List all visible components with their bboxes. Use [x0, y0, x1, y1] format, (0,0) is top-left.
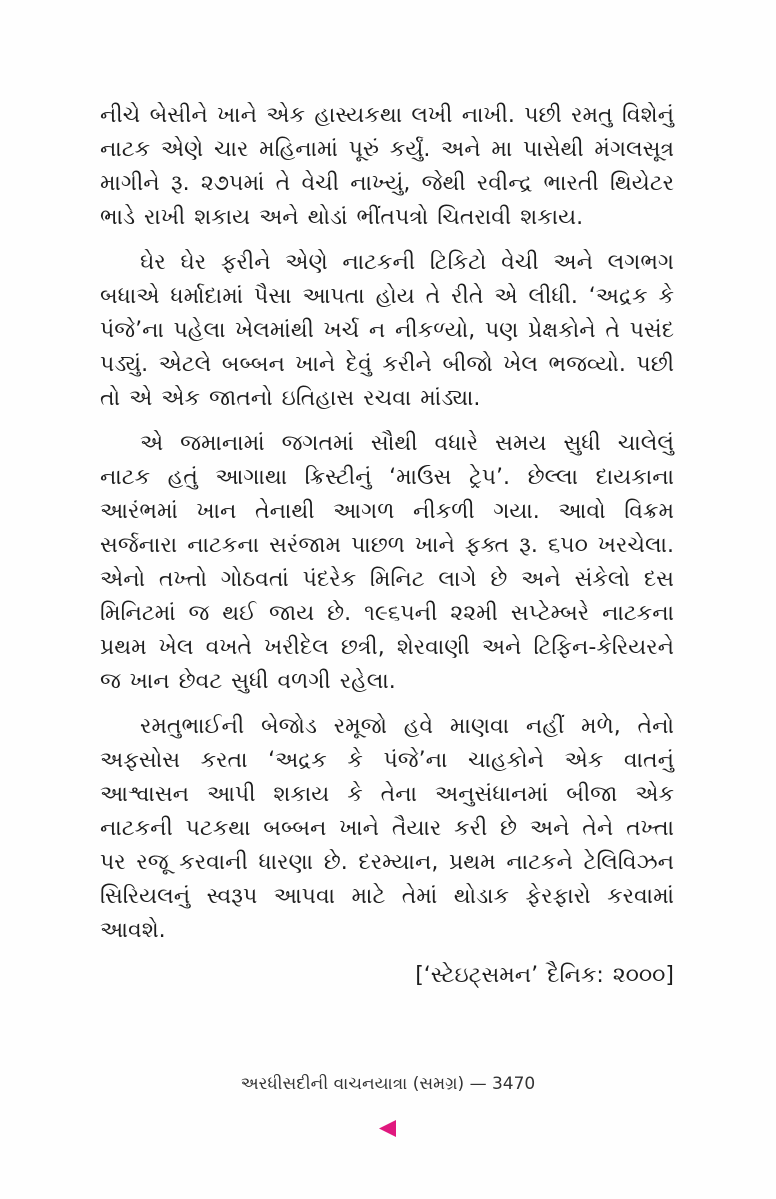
- left-triangle-icon: [379, 1120, 396, 1137]
- body-paragraph-4: રમતુભાઈની બેજોડ રમૂજો હવે માણવા નહીં મળે, તેનો અફસોસ કરતા ‘અદ્રક કે પંજે’ના ચાહકોને એક વાતનું આશ્વાસન આપી શકાય કે તેના અનુસંધાનમાં બીજા એક નાટકની પટકથા બબ્બન ખાને તૈયાર કરી છે અને તેને તખ્તા પર રજૂ કરવાની ધારણા છે. દરમ્યાન, પ્રથમ નાટકને ટેલિવિઝન સિરિયલનું સ્વરૂપ આપવા માટે તેમાં થોડાક ફેરફારો કરવામાં આવશે.: [100, 714, 674, 943]
- body-paragraph-3: એ જમાનામાં જગતમાં સૌથી વધારે સમય સુધી ચાલેલું નાટક હતું આગાથા ક્રિસ્ટીનું ‘માઉસ ટ્રેપ’. છેલ્લા દાયકાના આરંભમાં ખાન તેનાથી આગળ નીકળી ગયા. આવો વિક્રમ સર્જનારા નાટકના સરંજામ પાછળ ખાને ફક્ત રૂ. ૬૫૦ ખરચેલા. એનો તખ્તો ગોઠવતાં પંદરેક મિનિટ લાગે છે અને સંકેલો દસ મિનિટમાં જ થઈ જાય છે. ૧૯૬૫ની ૨૨મી સપ્ટેમ્બરે નાટકના પ્રથમ ખેલ વખતે ખરીદેલ છત્રી, શેરવાણી અને ટિફિન-કેરિયરને જ ખાન છેવટ સુધી વળગી રહેલા.: [100, 431, 674, 694]
- body-paragraph-1: નીચે બેસીને ખાને એક હાસ્યકથા લખી નાખી. પછી રમતુ વિશેનું નાટક એણે ચાર મહિનામાં પૂરું કર્યું. અને મા પાસેથી મંગલસૂત્ર માગીને રૂ. ૨૭૫માં તે વેચી નાખ્યું, જેથી રવીન્દ્ર ભારતી થિયેટર ભાડે રાખી શકાય અને થોડાં ભીંતપત્રો ચિતરાવી શકાય.: [100, 103, 674, 230]
- running-footer-page-number: અરધીસદીની વાચનયાત્રા (સમગ્ર) — 3470: [240, 1074, 536, 1094]
- body-paragraph-2: ઘેર ઘેર ફરીને એણે નાટકની ટિકિટો વેચી અને લગભગ બધાએ ધર્માદામાં પૈસા આપતા હોય તે રીતે એ લીધી. ‘અદ્રક કે પંજે’ના પહેલા ખેલમાંથી ખર્ચ ન નીકળ્યો, પણ પ્રેક્ષકોને તે પસંદ પડ્યું. એટલે બબ્બન ખાને દેવું કરીને બીજો ખેલ ભજવ્યો. પછી તો એ એક જાતનો ઇતિહાસ રચવા માંડ્યા.: [100, 250, 674, 411]
- left-triangle-shape: [379, 1120, 396, 1137]
- source-attribution: [‘સ્ટેઇટ્સમન’ દૈનિક: ૨૦૦૦]: [415, 963, 674, 988]
- article-body: [100, 99, 674, 993]
